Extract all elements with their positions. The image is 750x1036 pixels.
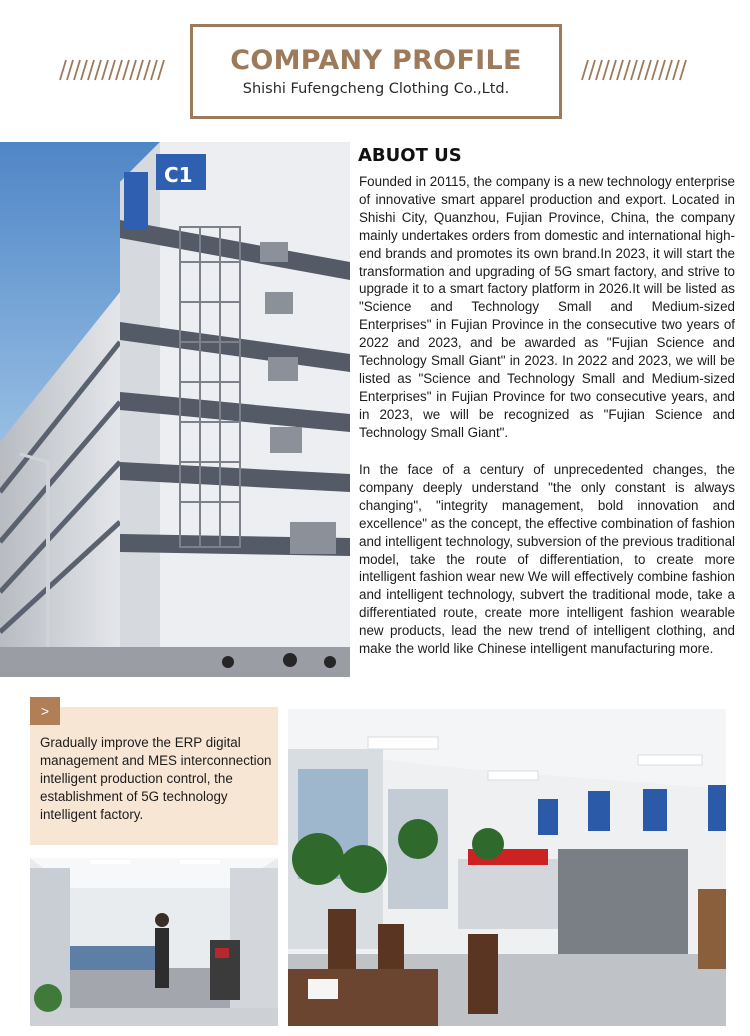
company-name: Shishi Fufengcheng Clothing Co.,Ltd. [242, 81, 510, 97]
page-title: COMPANY PROFILE [230, 45, 522, 76]
factory-building-photo [0, 142, 350, 677]
header-title-box [190, 24, 562, 119]
about-us-heading: ABUOT US [358, 145, 462, 166]
office-floor-photo [288, 709, 726, 1026]
about-us-paragraph-mission: In the face of a century of unprecedented changes, the company deeply understand "the only constant is always changing", "integrity management, bold innovation and excellence" as the concept, the effective combination of fashion and intelligent technology, subversion of the previous traditional model, take the route of differentiation, to create more intelligent fashion wear new We will effectively combine fashion and intelligent technology, subvert the traditional mode, take a differentiated route, create more intelligent fashion wearable new products, lead the new trend of intelligent clothing, and make the world like Chinese intelligent manufacturing more. [359, 462, 735, 657]
about-us-paragraph-history: Founded in 20115, the company is a new technology enterprise of innovative smart apparel production and export. Located in Shishi City, Quanzhou, Fujian Province, China, the company mainly undertakes orders from domestic and international high-end brands and promotes its own brand.In 2023, it will start the transformation and upgrading of 5G smart factory, and strive to upgrade it to a smart factory platform in 2026.It will be listed as "Science and Technology Small and Medium-sized Enterprises" in Fujian Province in the consecutive two years of 2022 and 2023, and be awarded as "Fujian Science and Technology Small Giant" in 2023. In 2022 and 2023, we will be listed as "Science and Technology Small and Medium-sized Enterprises" in Fujian Province for two consecutive years, and in 2023, we will be recognized as "Fujian Science and Technology Small Giant". [359, 174, 735, 440]
decorative-slashes-right [580, 58, 692, 82]
arrow-icon: > [30, 697, 60, 725]
building-sign-text: C1 [164, 163, 193, 187]
highlight-text: Gradually improve the ERP digital management and MES interconnection intelligent production control, the establishment of 5G technology intelligent factory. [40, 735, 272, 822]
decorative-slashes-left [58, 58, 170, 82]
office-workstation-photo [30, 858, 278, 1026]
